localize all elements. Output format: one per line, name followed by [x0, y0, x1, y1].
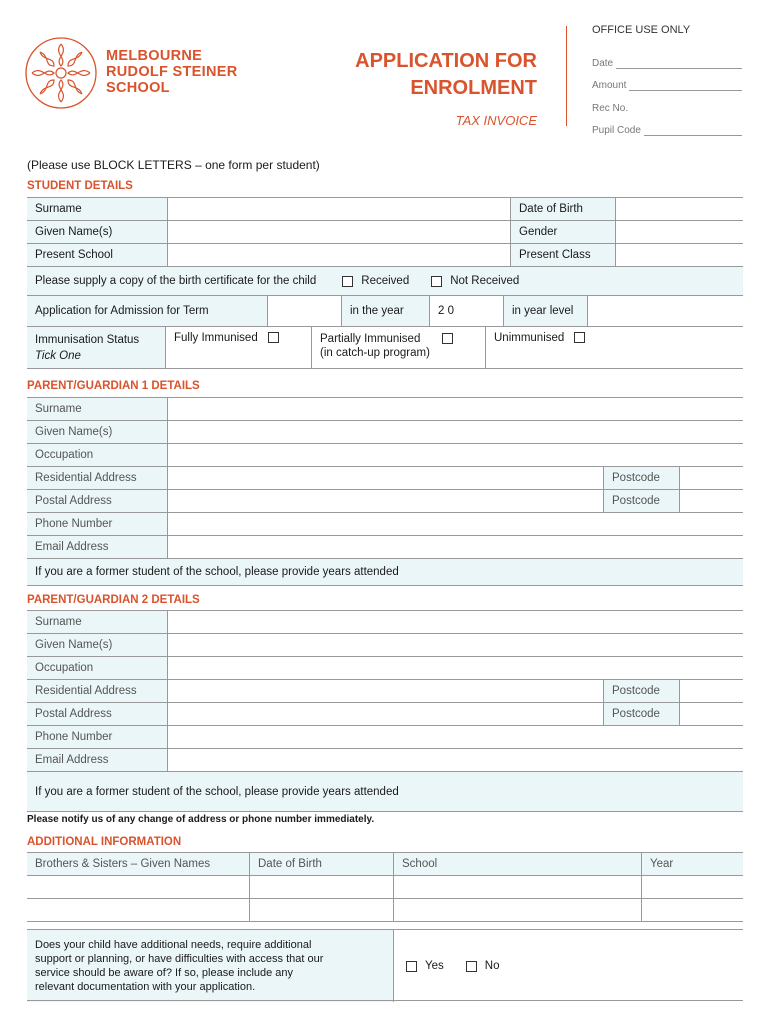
fully-immunised-cell: [165, 327, 311, 368]
parent2-email-label: Email Address: [27, 749, 167, 771]
school-name-line1: MELBOURNE: [106, 48, 203, 64]
year-prefix: 2 0: [438, 305, 454, 317]
not-received-label: Not Received: [450, 275, 520, 287]
no-label: No: [484, 960, 500, 972]
student-school-row: [27, 244, 743, 267]
parent1-occupation-row: [27, 444, 743, 467]
parent2-surname-label: Surname: [27, 611, 167, 633]
tick-one-label: Tick One: [35, 350, 81, 362]
admission-term-field[interactable]: [267, 296, 341, 326]
parent1-email-field[interactable]: [167, 536, 743, 558]
form-title-line2: ENROLMENT: [410, 77, 537, 99]
office-recno-label: Rec No.: [592, 102, 629, 114]
not-received-checkbox[interactable]: [431, 276, 442, 287]
unimmunised-cell: [485, 327, 743, 368]
school-logo: [24, 36, 98, 110]
parent2-postal-postcode-label: Postcode: [603, 703, 679, 725]
catchup-label: (in catch-up program): [320, 347, 430, 359]
office-date-line[interactable]: [616, 59, 742, 69]
student-dob-label: Date of Birth: [510, 198, 615, 220]
parent1-former-row: [27, 559, 743, 585]
bottom-rule: [27, 1000, 743, 1001]
parent2-residential-postcode-label: Postcode: [603, 680, 679, 702]
parent2-postal-postcode-field[interactable]: [679, 703, 743, 725]
parent1-residential-postcode-field[interactable]: [679, 467, 743, 489]
yes-checkbox[interactable]: [406, 961, 417, 972]
parent1-given-field[interactable]: [167, 421, 743, 443]
needs-answer: [393, 930, 743, 1002]
present-school-label: Present School: [27, 244, 167, 266]
parent2-residential-field[interactable]: [167, 680, 603, 702]
needs-line2: support or planning, or have difficulties with access that our: [35, 953, 324, 965]
received-checkbox[interactable]: [342, 276, 353, 287]
year-level-label: in year level: [503, 296, 587, 326]
no-checkbox[interactable]: [466, 961, 477, 972]
needs-line4: relevant documentation with your application.: [35, 981, 256, 993]
parent2-email-field[interactable]: [167, 749, 743, 771]
parent1-residential-postcode-label: Postcode: [603, 467, 679, 489]
student-gender-field[interactable]: [615, 221, 743, 243]
form-title: [355, 48, 537, 102]
partially-immunised-label: Partially Immunised: [320, 333, 421, 345]
parent1-surname-label: Surname: [27, 398, 167, 420]
partially-immunised-cell: [311, 327, 485, 368]
parent1-phone-field[interactable]: [167, 513, 743, 535]
sibling-dob-field[interactable]: [249, 899, 393, 921]
student-surname-label: Surname: [27, 198, 167, 220]
parent2-residential-postcode-field[interactable]: [679, 680, 743, 702]
office-heading: OFFICE USE ONLY: [592, 24, 691, 36]
parent1-postal-postcode-label: Postcode: [603, 490, 679, 512]
unimmunised-label: Unimmunised: [494, 332, 565, 344]
needs-line1: Does your child have additional needs, require additional: [35, 939, 312, 951]
siblings-dob-header: Date of Birth: [249, 853, 393, 875]
sibling-row: [27, 876, 743, 899]
birth-cert-row: [27, 267, 743, 296]
parent1-postal-field[interactable]: [167, 490, 603, 512]
parent2-phone-field[interactable]: [167, 726, 743, 748]
immunisation-label-cell: [27, 327, 165, 368]
sibling-year-field[interactable]: [641, 876, 743, 898]
parent2-former-row: [27, 772, 743, 811]
parent2-occupation-label: Occupation: [27, 657, 167, 679]
parent2-phone-row: [27, 726, 743, 749]
sibling-name-field[interactable]: [27, 899, 249, 921]
student-given-row: [27, 221, 743, 244]
school-name-line3: SCHOOL: [106, 80, 170, 96]
office-date-label: Date: [592, 57, 614, 69]
parent2-form: [27, 610, 743, 812]
parent2-surname-field[interactable]: [167, 611, 743, 633]
sibling-school-field[interactable]: [393, 899, 641, 921]
needs-row: [27, 930, 743, 1002]
student-given-field[interactable]: [167, 221, 510, 243]
present-school-field[interactable]: [167, 244, 510, 266]
student-dob-field[interactable]: [615, 198, 743, 220]
parent2-residential-row: [27, 680, 743, 703]
school-name-line2: RUDOLF STEINER: [106, 64, 238, 80]
parent2-given-label: Given Name(s): [27, 634, 167, 656]
sibling-year-field[interactable]: [641, 899, 743, 921]
present-class-field[interactable]: [615, 244, 743, 266]
parent2-occupation-field[interactable]: [167, 657, 743, 679]
admission-year-field[interactable]: [429, 296, 503, 326]
additional-heading: ADDITIONAL INFORMATION: [27, 836, 182, 848]
present-class-label: Present Class: [510, 244, 615, 266]
partially-immunised-checkbox[interactable]: [442, 333, 453, 344]
parent1-surname-field[interactable]: [167, 398, 743, 420]
immunisation-row: [27, 327, 743, 368]
parent1-given-row: [27, 421, 743, 444]
office-amount-line[interactable]: [629, 81, 742, 91]
parent2-heading: PARENT/GUARDIAN 2 DETAILS: [27, 594, 200, 606]
parent2-former-label[interactable]: If you are a former student of the school, please provide years attended: [27, 772, 743, 811]
parent2-residential-label: Residential Address: [27, 680, 167, 702]
needs-line3: service should be aware of? If so, please include any: [35, 967, 294, 979]
admission-label: Application for Admission for Term: [27, 296, 267, 326]
fully-immunised-label: Fully Immunised: [174, 332, 258, 344]
unimmunised-checkbox[interactable]: [574, 332, 585, 343]
spacer-cell: [27, 922, 743, 929]
school-name: [106, 48, 237, 96]
sibling-row: [27, 899, 743, 922]
parent2-postal-label: Postal Address: [27, 703, 167, 725]
parent1-former-label[interactable]: If you are a former student of the school, please provide years attended: [27, 559, 743, 585]
parent1-residential-label: Residential Address: [27, 467, 167, 489]
siblings-header-row: [27, 853, 743, 876]
in-the-year-label: in the year: [341, 296, 429, 326]
received-label: Received: [361, 275, 410, 287]
yes-label: Yes: [425, 960, 444, 972]
parent1-postal-label: Postal Address: [27, 490, 167, 512]
parent2-postal-field[interactable]: [167, 703, 603, 725]
office-divider: [566, 26, 567, 126]
siblings-names-header: Brothers & Sisters – Given Names: [27, 853, 249, 875]
parent1-form: [27, 397, 743, 586]
admission-row: [27, 296, 743, 327]
office-pupil-code-label: Pupil Code: [592, 125, 641, 136]
notify-note: Please notify us of any change of address or phone number immediately.: [27, 814, 375, 825]
student-gender-label: Gender: [510, 221, 615, 243]
immunisation-label: Immunisation Status: [35, 334, 140, 346]
parent1-phone-row: [27, 513, 743, 536]
student-surname-row: [27, 198, 743, 221]
student-surname-field[interactable]: [167, 198, 510, 220]
parent1-postal-row: [27, 490, 743, 513]
office-amount-label: Amount: [592, 80, 627, 91]
parent1-occupation-field[interactable]: [167, 444, 743, 466]
parent1-email-label: Email Address: [27, 536, 167, 558]
parent2-occupation-row: [27, 657, 743, 680]
block-letters-note: (Please use BLOCK LETTERS – one form per student): [27, 158, 320, 172]
parent1-residential-row: [27, 467, 743, 490]
parent1-occupation-label: Occupation: [27, 444, 167, 466]
sibling-name-field[interactable]: [27, 876, 249, 898]
parent2-email-row: [27, 749, 743, 772]
parent1-surname-row: [27, 398, 743, 421]
siblings-year-header: Year: [641, 853, 743, 875]
parent1-postal-postcode-field[interactable]: [679, 490, 743, 512]
office-use-box: [592, 24, 742, 136]
birth-cert-cell: [27, 267, 743, 295]
parent2-given-row: [27, 634, 743, 657]
parent2-surname-row: [27, 611, 743, 634]
birth-cert-label: Please supply a copy of the birth certificate for the child: [35, 275, 317, 287]
fully-immunised-checkbox[interactable]: [268, 332, 279, 343]
year-level-field[interactable]: [587, 296, 743, 326]
sibling-school-field[interactable]: [393, 876, 641, 898]
parent1-phone-label: Phone Number: [27, 513, 167, 535]
parent2-phone-label: Phone Number: [27, 726, 167, 748]
parent2-postal-row: [27, 703, 743, 726]
spacer-row: [27, 922, 743, 930]
parent2-given-field[interactable]: [167, 634, 743, 656]
student-details-form: [27, 197, 743, 369]
sibling-dob-field[interactable]: [249, 876, 393, 898]
office-pupil-code-line[interactable]: [644, 126, 742, 136]
student-details-heading: STUDENT DETAILS: [27, 180, 133, 192]
parent1-heading: PARENT/GUARDIAN 1 DETAILS: [27, 380, 200, 392]
tax-invoice-label: TAX INVOICE: [455, 113, 537, 128]
parent1-email-row: [27, 536, 743, 559]
parent1-given-label: Given Name(s): [27, 421, 167, 443]
student-given-label: Given Name(s): [27, 221, 167, 243]
additional-form: [27, 852, 743, 1002]
form-title-line1: APPLICATION FOR: [355, 50, 537, 72]
parent1-residential-field[interactable]: [167, 467, 603, 489]
needs-question: [27, 930, 393, 1002]
siblings-school-header: School: [393, 853, 641, 875]
